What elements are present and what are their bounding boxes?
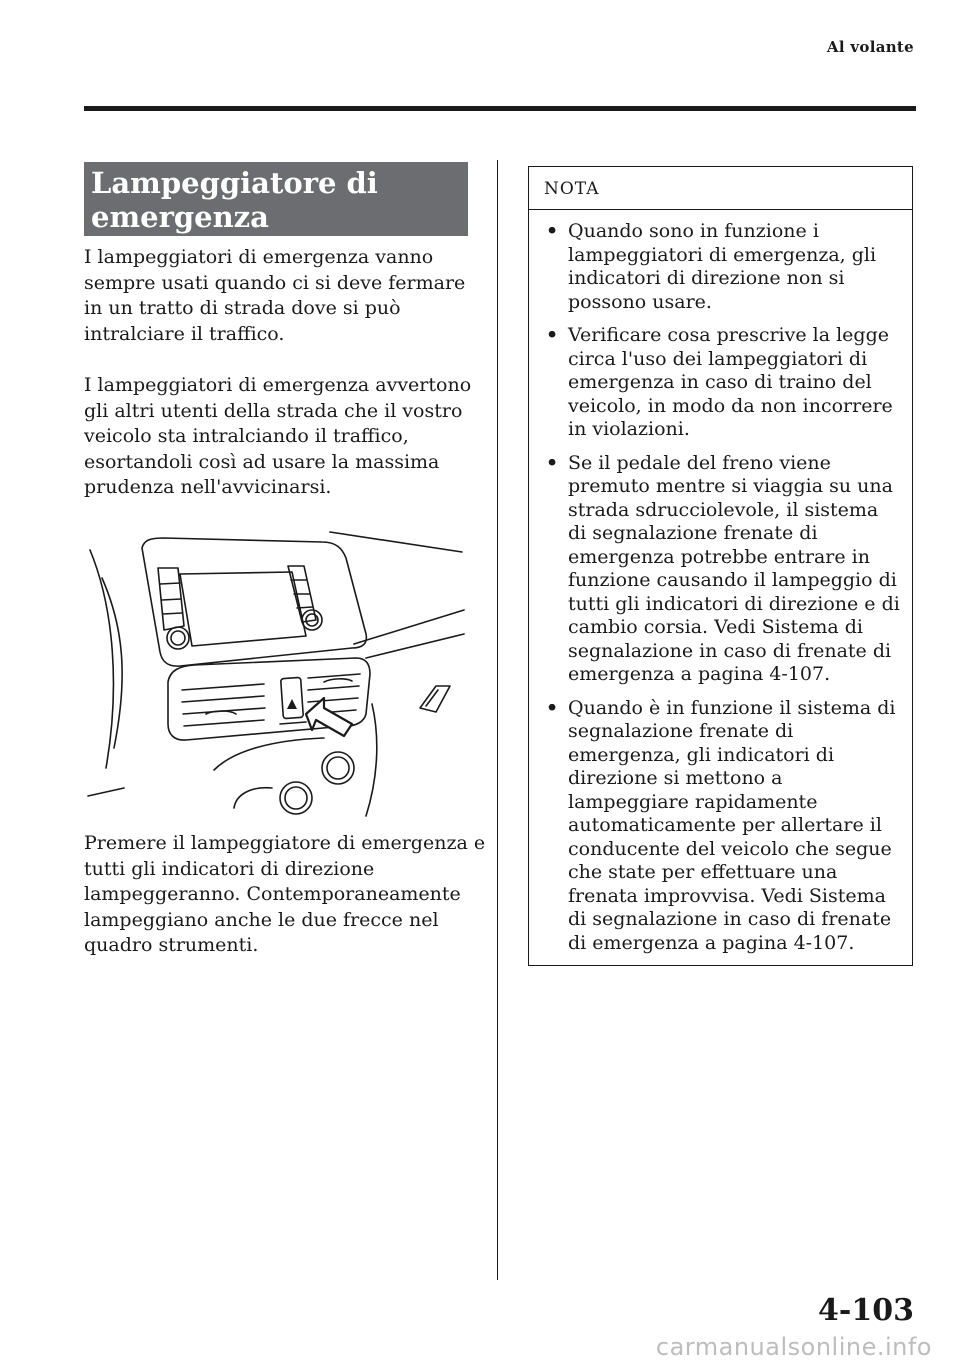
bullet-icon: • [546,696,559,719]
note-item-text: Se il pedale del freno viene premuto mentre si viaggia su una strada sdrucciolevole, il sistema di segnalazione frenate di emergenza potrebbe entrare in funzione causando il lampeggio di tutti gli indicatori di direzione e di cambio corsia. Vedi Sistema di segnalazione in caso di frenate di emergenza a pagina 4-107. [568,451,900,685]
section-heading: Lampeggiatore di emergenza [84,162,468,236]
note-item [544,697,902,956]
note-list [529,210,912,955]
note-item [544,452,902,687]
warning-paragraph: I lampeggiatori di emergenza avvertono gli altri utenti della strada che il vostro veicolo sta intralciando il traffico, esortandoli così ad usare la massima prudenza nell'avvicinarsi. [84,374,472,498]
page-number: 4-103 [818,1293,914,1328]
column-divider [497,160,498,1280]
bullet-icon: • [546,324,559,346]
note-box [528,166,913,966]
note-item-text: Verificare cosa prescrive la legge circa l'uso dei lampeggiatori di emergenza in caso di traino del veicolo, in modo da non incorrere in violazioni. [568,324,893,440]
instruction-paragraph: Premere il lampeggiatore di emergenza e tutti gli indicatori di direzione lampeggeranno. Contemporaneamente lampeggiano anche le due frecce nel quadro strumenti. [84,832,486,956]
header-title: Al volante [826,38,914,56]
note-item [544,220,902,314]
bullet-icon: • [546,220,559,242]
header-rule [84,106,916,111]
intro-paragraph: I lampeggiatori di emergenza vanno sempre usati quando ci si deve fermare in un tratto di strada dove si può intralciare il traffico. [84,246,466,345]
note-title: NOTA [529,167,912,210]
note-item-text: Quando sono in funzione i lampeggiatori di emergenza, gli indicatori di direzione non si possono usare. [568,220,877,313]
dashboard-illustration [84,518,468,818]
bullet-icon: • [546,451,559,474]
footer-watermark: carmanualsonline.info [655,1333,932,1361]
note-item [544,324,902,442]
note-item-text: Quando è in funzione il sistema di segnalazione frenate di emergenza, gli indicatori di direzione si mettono a lampeggiare rapidamente automaticamente per allertare il conducente del veicolo che segue che state per effettuare una frenata improvvisa. Vedi Sistema di segnalazione in caso di frenate di emergenza a pagina 4-107. [568,696,896,954]
